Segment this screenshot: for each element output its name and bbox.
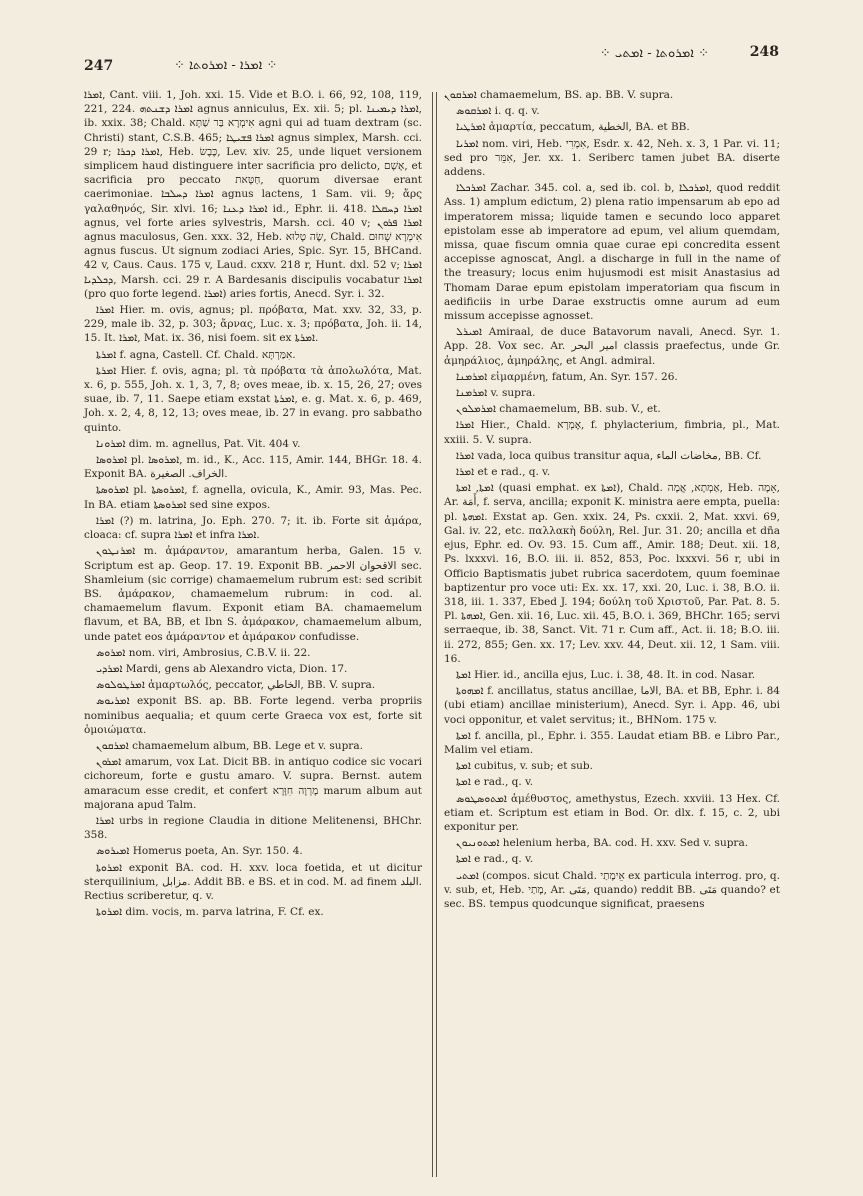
dictionary-entry: ܐܡܪܩܘܣ i. q. q. v. [456,105,540,118]
dictionary-entry: ܐܡܬܐ, ܐܡܬܐ (quasi emphat. ex ܐܡܬܐ), Chald. אַמְתָא, אֲמָה, Heb. אָמָה, Ar. أَمَة, f. serva, ancilla; exponit K. ministra aere empta, puella: pl. ܐܡܗܬܐ. Exstat ap. Gen. xxix. 24, Ps. cxxii. 2, Mat. xxvi. 69, Gal. iv. 22, etc. παλλακὴ δούλη, Rel. Jur. 31. 20; ancilla et dña ejus, Ephr. ed. Ov. 93. 15. Cum aff., Amir. 188; Deut. xii. 18, Ps. lxxxvi. 16, B.O. iii. ii. 852, 853, Poc. lxxxvi. 56 r, ubi in Officio Baptismatis jubet rubrica sacerdotem, quum foeminae baptizentur pro voce uti: Ex. xx. 17, xxi. 20, Luc. i. 38, B.O. ii. 318, iii. 1. 337, Ebed J. 194; δούλη τοῦ Χριστοῦ, Par. Pat. 8. 5. Pl. ܐܡܗܬܐ, Gen. xii. 16, Luc. xii. 45, B.O. i. 369, BHChr. 165; servi serraeque, ib. 38, Sanct. Vit. 71 r. Cum aff., Act. ii. 18; B.O. iii. ii. 272, 855; Gen. xx. 17; Lev. xxv. 44, Deut. xii. 12, 1 Sam. viii. 16. [444,482,780,665]
dictionary-entry: ܐܡܬܐ e rad., q. v. [456,776,534,789]
dictionary-entry: ܐܡܝܪܠ Amiraal, de duce Batavorum navali, Anecd. Syr. 1. App. 28. Vox sec. Ar. امير البحر classis praefectus, unde Gr. ἀμηράλιος, ἀμηράλης, et Angl. admiral. [444,326,781,367]
dictionary-entry: ܐܡܪܬܐ f. agna, Castell. Cf. Chald. אִמַּרְתָּא. [96,348,296,361]
left-page-number: 247 [84,58,114,74]
dictionary-entry: ܐܡܪܛܝܐ ἁμαρτία, peccatum, الخطية, BA. et BB. [456,121,690,134]
dictionary-entry: ܐܡܝܪܘܣ Homerus poeta, An. Syr. 150. 4. [96,845,303,858]
right-running-head: ⁘ ܐܡܪܘܬܐ - ܐܡܬܝ ⁘ [599,46,709,61]
dictionary-entry: ܐܡܪܝܐ nom. viri, Heb. אִמְרִי, Esdr. x. 42, Neh. x. 3, 1 Par. vi. 11; sed pro אִמֵּר, Jer. xx. 1. Seriberc tamen jubet BA. diserte addens. [444,137,781,179]
dictionary-entry: ܐܡܪܘܣܬܐ pl. ܐܡܪܘܣܬܐ, f. agnella, ovicula, K., Amir. 93, Mas. Pec. In BA. etiam ܐܡܪܘܣܬܐ sed sine expos. [84,484,423,511]
dictionary-entry: ܐܡܬܘܢܝܘܢ helenium herba, BA. cod. H. xxv. Sed v. supra. [456,837,749,850]
dictionary-entry: ܐܡܪܐ vada, loca quibus transitur aqua, مخاضات الماء, BB. Cf. [456,449,762,462]
dictionary-entry: ܐܡܬܐ f. ancilla, pl., Ephr. i. 355. Laudat etiam BB. e Libro Par., Malim vel etiam. [444,729,780,756]
dictionary-entry: ܐܡܬܝ (compos. sicut Chald. אֵימָתַי ex particula interrog. pro, q. v. sub, et, Heb. מָתַי, Ar. مَتَى, quando) reddit BB. مَتَى quando? et sec. BS. tempus quodcunque significat, praesens [444,869,780,910]
dictionary-entry: ܐܡܪܐ urbs in regione Claudia in ditione Melitenensi, BHChr. 358. [84,814,422,842]
dictionary-entry: ܐܡܬܐ Hier. id., ancilla ejus, Luc. i. 38, 48. It. in cod. Nasar. [456,668,756,681]
dictionary-entry: ܐܡܬܐ e rad., q. v. [456,853,534,866]
dictionary-entry: ܐܡܪܘܢܐ dim. m. agnellus, Pat. Vit. 404 v. [96,437,301,450]
dictionary-entry: ܐܡܪܟܠܐ Zachar. 345. col. a, sed ib. col. b, ܐܡܪܟܠܐ, quod reddit Ass. 1) amplum edictum, 2) plena ratio impensarum ab epo ad imperatorem missa; liquide tamen e secundo loco apparet epistolam esse ab imperatore ad epum, vel alium quemdam, missa, quae fiscum omnia quae curae epi concredita essent accepisse agnoscat, Angl. a discharge in full in the name of the treasury; locus enim hujusmodi est misit Anastasius ad Thomam Darae epum epistolam imperatoriam qua fiscum in aedificiis in urbe Darae exstructis omne aurum ad eum missum accepisse agnosset. [444,182,780,323]
dictionary-entry: ܐܡܪܘܢ amarum, vox Lat. Dicit BB. in antiquo codice sic vocari cichoreum, forte e gustu amaro. V. supra. Bernst. autem amaracum esse credit, et confert מָרְוָה חִוָּרָא marum album aut majorana apud Talm. [84,756,422,811]
dictionary-entry: ܐܡܪܐ et e rad., q. v. [456,466,551,479]
dictionary-entry: ܐܡܪܐ (?) m. latrina, Jo. Eph. 270. 7; it. ib. Forte sit ἀμάρα, cloaca: cf. supra ܐܡܪܐ et infra ܐܡܪܐ. [84,514,422,542]
dictionary-entry: ܐܡܪܬܐ Hier. f. ovis, agna; pl. τὰ πρόβατα τὰ ἀπολωλότα, Mat. x. 6, p. 555, Joh. x. 1, 3, 7, 8; oves meae, ib. x. 15, 26, 27; oves suae, ib. 7, 11. Saepe etiam exstat ܐܡܪܬܐ, e. g. Mat. x. 6, p. 469, Joh. x. 2, 4, 8, 12, 13; oves meae, ib. 27 in evang. pro sabbatho quinto. [84,364,422,434]
dictionary-entry: ܐܡܪܕܝ Mardi, gens ab Alexandro victa, Dion. 17. [96,662,348,675]
dictionary-entry: ܐܡܪܐ Hier., Chald. אֶמְרָא, f. phylacterium, fimbria, pl., Mat. xxiii. 5. V. supra. [444,419,780,446]
dictionary-entry: ܐܡܪܢܛܘܢ m. ἀμάραντον, amarantum herba, Galen. 15 v. Scriptum est ap. Geop. 17. 19. Exponit BB. الاقحوان الاحمر sec. Shamleium (sic corrige) chamaemelum rubrum est: sed scribit BS. ἀμάρακον, chamaemelum rubrum: in cod. al. chamaemelum flavum. Exponit etiam BA. chamaemelum flavum, et BA, BB, et Ibn S. ἀμάρακον, chamaemelum album, unde patet eos ἀμάραντον et ἀμάρακον confudisse. [84,545,422,643]
dictionary-entry: ܐܡܪܩܘܢ chamaemelum album, BB. Lege et v. supra. [96,739,363,752]
right-page-number: 248 [749,44,779,60]
dictionary-entry: ܐܡܪܡܢܐ εἱμαρμένη, fatum, An. Syr. 157. 26. [456,370,678,383]
dictionary-entry: ܐܡܬܘܣܛܘܣ ἀμέθυστος, amethystus, Ezech. xxviii. 13 Hex. Cf. etiam et. Scriptum est etiam in Bod. Or. dlx. f. 15, c. 2, ubi exponitur per. [444,792,780,833]
dictionary-entry: ܐܡܪܘܣܐ pl. ܐܡܪܘܣܐ, m. id., K., Acc. 115, Amir. 144, BHGr. 18. 4. Exponit BA. الخراف. الصغيرة. [84,454,422,481]
dictionary-entry: ܐܡܪܩܘܢ chamaemelum, BS. ap. BB. V. supra. [444,89,674,101]
left-running-head: ⁘ ܐܡܪܐ - ܐܡܪܘܬܐ ⁘ [174,58,278,73]
dictionary-entry: ܐܡܪܝܘܣ exponit BS. ap. BB. Forte legend. verba propriis nominibus aequalia; et quum certe Graeca vox est, forte sit ὁμοιώματα. [84,695,422,736]
dictionary-entry: ܐܡܪܘܬܐ exponit BA. cod. H. xxv. loca foetida, et ut dicitur sterquilinium, مزابل. Addit BB. e BS. et in cod. M. ad finem البلد. Rectius scriberetur, q. v. [84,861,422,902]
column-divider [432,92,437,1177]
dictionary-entry: ܐܡܪܘܣ nom. viri, Ambrosius, C.B.V. ii. 22. [96,646,311,659]
dictionary-entry: ܐܡܪܡܠܘܢ chamaemelum, BB. sub. V., et. [456,403,661,416]
right-column [444,88,780,913]
page-header [84,44,779,74]
dictionary-entry: ܐܡܪܘܬܐ dim. vocis, m. parva latrina, F. Cf. ex. [96,906,324,919]
left-column [84,88,422,921]
dictionary-entry: ܐܡܪܐ, Cant. viii. 1, Joh. xxi. 15. Vide et B.O. i. 66, 92, 108, 119, 221, 224. ܐܡܪܐ ܕܫܢܬܗ agnus anniculus, Ex. xii. 5; pl. ܐܡܪܐ ܕܝܡܝܢܐ, ib. xxix. 38; Chald. אִימְרָא בַּר שַׁתָּא agni qui ad tuam dextram (sc. Christi) stant, C.S.B. 465; ܐܡܪܐ ܦܫܝܛܐ agnus simplex, Marsh. cci. 29 r; ܐܡܪܐ ܕܟܪܐ, Heb. כֶּבֶשׂ, Lev. xiv. 25, unde liquet versionem simplicem haud distinguere inter sacrificia pro delicto, אָשָׁם, et sacrificia pro peccato חַטָּאת, quorum diversae erant caerimoniae. ܐܡܪܐ ܕܚܠܒܐ agnus lactens, 1 Sam. vii. 9; ἄρς γαλαθηνός, Sir. xlvi. 16; ܐܡܪܐ ܕܥܢܐ id., Ephr. ii. 418. ܐܡܪܐ ܕܚܩܠܐ agnus, vel forte aries sylvestris, Marsh. cci. 40 v; ܐܡܪܐ ܦܪܘܢ agnus maculosus, Gen. xxx. 32, Heb. שֶׂה טָלוּא, Chald. אִימְרָא שְׁחוּם agnus fuscus. Ut signum zodiaci Aries, Spic. Syr. 15, BHCand. 42 v, Caus. Caus. 175 v, Laud. cxxv. 218 r, Hunt. dxl. 52 v; ܐܡܪܐ ܕܟܠܕܝܐ, Marsh. cci. 29 r. A Bardesanis discipulis vocabatur ܐܡܪܐ (pro quo forte legend. ܐܡܪܐ) aries fortis, Anecd. Syr. i. 32. [84,89,423,300]
dictionary-entry: ܐܡܪܡܢܐ v. supra. [456,387,536,400]
dictionary-entry: ܐܡܪܛܘܠܘܣ ἁμαρτωλός, peccator, الخاطي, BB. V. supra. [96,679,376,692]
dictionary-entry: ܐܡܗܘܬܐ f. ancillatus, status ancillae, الاما, BA. et BB, Ephr. i. 84 (ubi etiam) ancillae ministerium), Anecd. Syr. i. App. 46, ubi voci opponitur, et valet servitus; it., BHNom. 175 v. [444,685,780,726]
dictionary-entry: ܐܡܬܐ cubitus, v. sub; et sub. [456,760,593,773]
dictionary-entry: ܐܡܪܐ Hier. m. ovis, agnus; pl. πρόβατα, Mat. xxv. 32, 33, p. 229, male ib. 32, p. 303; ἄρνας, Luc. x. 3; πρόβατα, Joh. ii. 14, 15. It. ܐܡܪܐ, Mat. ix. 36, nisi foem. sit ex ܐܡܪܬܐ. [84,304,422,345]
